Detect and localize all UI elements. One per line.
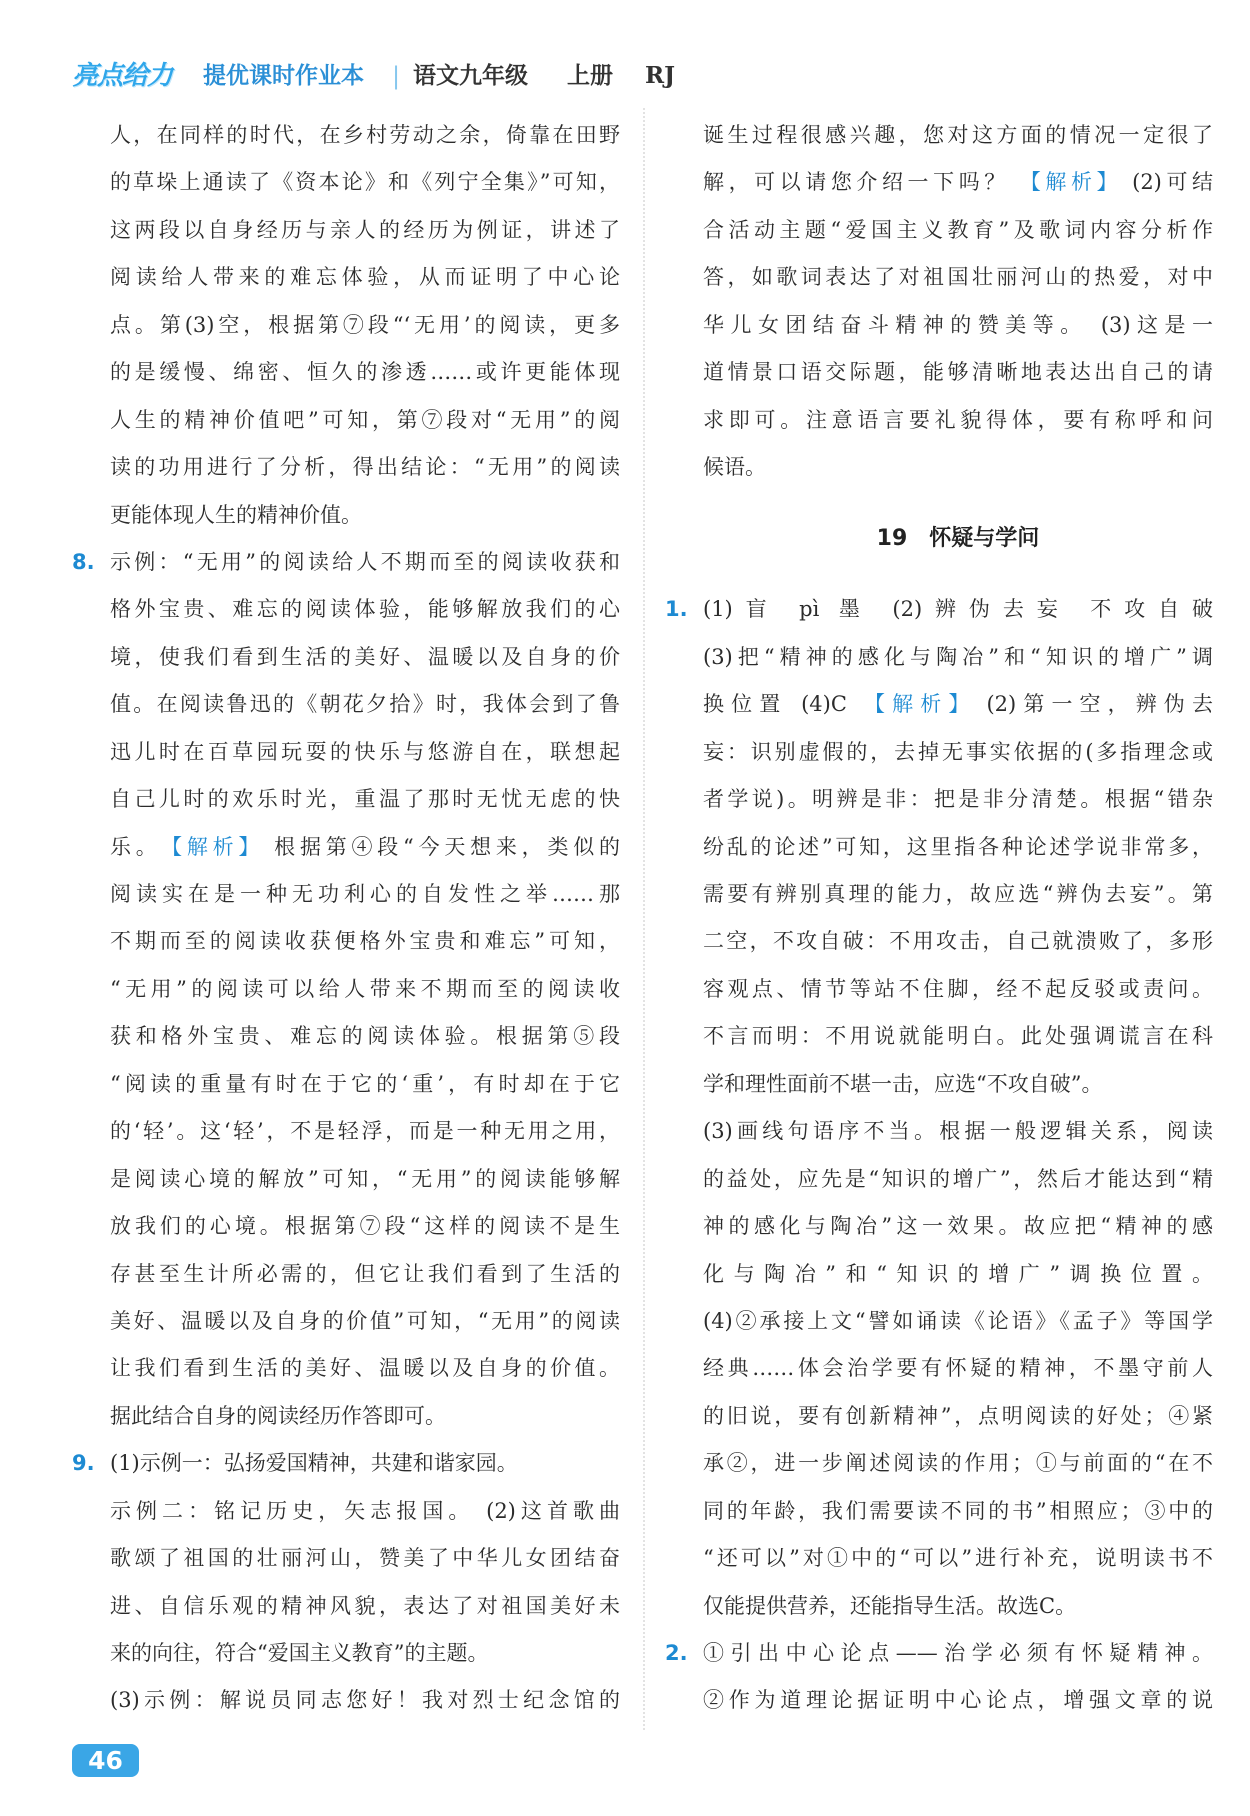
text-line bbox=[703, 159, 1213, 206]
text-line bbox=[703, 1345, 1213, 1392]
text-line bbox=[703, 681, 1213, 728]
left-column bbox=[72, 112, 620, 1725]
text-line bbox=[110, 254, 620, 301]
text-segment: 来的向往，符合“爱国主义教育”的主题。 bbox=[110, 1641, 489, 1665]
text-segment: (2)可结 bbox=[1132, 170, 1214, 195]
text-segment: 根据第④段“今天想来，类似的 bbox=[274, 834, 620, 859]
text-line bbox=[703, 776, 1213, 823]
edition-label: RJ bbox=[645, 62, 675, 89]
left-column-lines bbox=[72, 112, 620, 1725]
text-line bbox=[703, 1298, 1213, 1345]
text-segment: 值。在阅读鲁迅的《朝花夕拾》时，我体会到了鲁 bbox=[110, 692, 620, 717]
text-line bbox=[703, 444, 1213, 491]
analysis-tag: 【解析】 bbox=[856, 692, 977, 717]
subject-grade: 语文九年级 bbox=[413, 63, 528, 89]
text-line bbox=[110, 586, 620, 633]
text-segment: ②作为道理论据证明中心论点，增强文章的说 bbox=[703, 1688, 1213, 1713]
text-segment: 需要有辨别真理的能力，故应选“辨伪去妄”。第 bbox=[703, 882, 1213, 907]
text-segment: 是阅读心境的解放”可知，“无用”的阅读能够解 bbox=[110, 1166, 620, 1191]
text-segment: 示例二：铭记历史，矢志报国。 (2)这首歌曲 bbox=[110, 1498, 620, 1523]
text-line bbox=[703, 729, 1213, 776]
analysis-tag: 【解析】 bbox=[1019, 170, 1123, 195]
text-segment: 诞生过程很感兴趣，您对这方面的情况一定很了 bbox=[703, 123, 1213, 147]
text-segment: 的草垛上通读了《资本论》和《列宁全集》”可知， bbox=[110, 170, 620, 195]
question-number: 2. bbox=[665, 1641, 688, 1666]
header-separator: | bbox=[392, 62, 401, 90]
right-column-lines-bottom bbox=[665, 586, 1213, 1725]
text-segment: 求即可。注意语言要礼貌得体，要有称呼和问 bbox=[703, 407, 1213, 432]
question-number: 8. bbox=[72, 549, 95, 574]
text-segment: 候语。 bbox=[703, 455, 766, 480]
question-number: 9. bbox=[72, 1451, 95, 1476]
text-segment: 者学说)。明辨是非：把是非分清楚。根据“错杂 bbox=[703, 787, 1213, 812]
right-column-lines-top bbox=[703, 112, 1213, 492]
text-segment: 点。第(3)空，根据第⑦段“‘无用’的阅读，更多 bbox=[110, 312, 620, 337]
text-segment: 解，可以请您介绍一下吗？ bbox=[703, 170, 1010, 195]
text-segment: 华儿女团结奋斗精神的赞美等。 (3)这是一 bbox=[703, 312, 1213, 337]
text-line bbox=[110, 492, 620, 539]
text-line bbox=[703, 1535, 1213, 1582]
text-line bbox=[110, 1013, 620, 1060]
text-line bbox=[703, 207, 1213, 254]
text-line bbox=[703, 302, 1213, 349]
text-segment: 学和理性面前不堪一击，应选“不攻自破”。 bbox=[703, 1071, 1103, 1096]
text-segment: (3)把“精神的感化与陶冶”和“知识的增广”调 bbox=[703, 644, 1213, 669]
text-line bbox=[110, 1583, 620, 1630]
text-line bbox=[703, 1677, 1213, 1724]
text-line bbox=[703, 1393, 1213, 1440]
text-line bbox=[110, 1108, 620, 1155]
text-segment: 这两段以自身经历与亲人的经历为例证，讲述了 bbox=[110, 217, 620, 242]
text-line bbox=[110, 1677, 620, 1724]
text-segment: 二空，不攻自破：不用攻击，自己就溃败了，多形 bbox=[703, 929, 1213, 954]
text-line bbox=[72, 539, 620, 586]
text-segment: (1)示例一：弘扬爱国精神，共建和谐家园。 bbox=[110, 1451, 518, 1476]
text-line bbox=[703, 1488, 1213, 1535]
text-segment: 道情景口语交际题，能够清晰地表达出自己的请 bbox=[703, 360, 1213, 385]
text-segment: 不言而明：不用说就能明白。此处强调谎言在科 bbox=[703, 1024, 1213, 1049]
text-segment: 的‘轻’。这‘轻’，不是轻浮，而是一种无用之用， bbox=[110, 1119, 620, 1144]
series-title: 提优课时作业本 bbox=[203, 63, 364, 89]
text-segment: (2)第一空，辨伪去 bbox=[986, 692, 1213, 717]
volume-label: 上册 bbox=[567, 63, 613, 89]
text-segment: 仅能提供营养，还能指导生活。故选C。 bbox=[703, 1593, 1077, 1618]
text-segment: 存甚至生计所必需的，但它让我们看到了生活的 bbox=[110, 1261, 620, 1286]
text-line bbox=[110, 444, 620, 491]
text-segment: 的旧说，要有创新精神”，点明阅读的好处；④紧 bbox=[703, 1403, 1213, 1428]
text-segment: 人生的精神价值吧”可知，第⑦段对“无用”的阅 bbox=[110, 407, 620, 432]
text-line bbox=[665, 1630, 1213, 1677]
text-line bbox=[110, 1156, 620, 1203]
text-line bbox=[703, 1583, 1213, 1630]
text-segment: “阅读的重量有时在于它的‘重’，有时却在于它 bbox=[110, 1071, 620, 1096]
text-segment: 换位置 (4)C bbox=[703, 692, 847, 717]
text-segment: 歌颂了祖国的壮丽河山，赞美了中华儿女团结奋 bbox=[110, 1546, 620, 1571]
text-line bbox=[110, 1203, 620, 1250]
text-line bbox=[703, 1440, 1213, 1487]
text-line bbox=[665, 586, 1213, 633]
text-segment: “还可以”对①中的“可以”进行补充，说明读书不 bbox=[703, 1546, 1213, 1571]
text-segment: 让我们看到生活的美好、温暖以及自身的价值。 bbox=[110, 1356, 620, 1381]
text-line bbox=[110, 1061, 620, 1108]
text-segment: 答，如歌词表达了对祖国壮丽河山的热爱，对中 bbox=[703, 265, 1213, 290]
text-line bbox=[110, 1488, 620, 1535]
text-line bbox=[110, 871, 620, 918]
text-segment: 合活动主题“爱国主义教育”及歌词内容分析作 bbox=[703, 217, 1213, 242]
text-segment: 妄：识别虚假的，去掉无事实依据的(多指理念或 bbox=[703, 739, 1213, 764]
text-line bbox=[703, 918, 1213, 965]
text-line bbox=[703, 966, 1213, 1013]
text-line bbox=[703, 634, 1213, 681]
text-line bbox=[110, 302, 620, 349]
text-line bbox=[110, 159, 620, 206]
text-line bbox=[703, 1251, 1213, 1298]
text-segment: 获和格外宝贵、难忘的阅读体验。根据第⑤段 bbox=[110, 1024, 620, 1049]
text-segment: 的益处，应先是“知识的增广”，然后才能达到“精 bbox=[703, 1166, 1213, 1191]
text-line bbox=[110, 966, 620, 1013]
text-segment: ①引出中心论点——治学必须有怀疑精神。 bbox=[703, 1641, 1213, 1666]
text-segment: 境，使我们看到生活的美好、温暖以及自身的价 bbox=[110, 644, 620, 669]
text-line bbox=[110, 634, 620, 681]
text-line bbox=[110, 918, 620, 965]
text-segment: 迅儿时在百草园玩耍的快乐与悠游自在，联想起 bbox=[110, 739, 620, 764]
text-line bbox=[703, 1203, 1213, 1250]
section-title bbox=[703, 492, 1213, 587]
text-segment: 进、自信乐观的精神风貌，表达了对祖国美好未 bbox=[110, 1593, 620, 1618]
text-segment: 经典……体会治学要有怀疑的精神，不墨守前人 bbox=[703, 1356, 1213, 1381]
section-number: 19 bbox=[876, 525, 908, 551]
text-segment: 同的年龄，我们需要读不同的书”相照应；③中的 bbox=[703, 1498, 1213, 1523]
text-line bbox=[703, 1108, 1213, 1155]
right-column bbox=[665, 112, 1214, 1725]
text-line bbox=[703, 397, 1213, 444]
text-segment: 乐。 bbox=[110, 834, 162, 859]
text-segment: (3)画线句语序不当。根据一般逻辑关系，阅读 bbox=[703, 1119, 1213, 1144]
text-line bbox=[110, 776, 620, 823]
brand-logo: 亮点给力 bbox=[72, 61, 173, 91]
text-segment: 据此结合自身的阅读经历作答即可。 bbox=[110, 1403, 446, 1428]
text-line bbox=[110, 1298, 620, 1345]
text-line bbox=[110, 1345, 620, 1392]
text-segment: “无用”的阅读可以给人带来不期而至的阅读收 bbox=[110, 976, 620, 1001]
text-line bbox=[110, 349, 620, 396]
text-line bbox=[703, 254, 1213, 301]
text-segment: 化与陶冶”和“知识的增广”调换位置。 bbox=[703, 1261, 1213, 1286]
text-line bbox=[703, 112, 1213, 159]
text-segment: (3)示例：解说员同志您好！我对烈士纪念馆的 bbox=[110, 1688, 620, 1713]
text-line bbox=[110, 112, 620, 159]
text-line bbox=[703, 824, 1213, 871]
text-line bbox=[72, 1440, 620, 1487]
text-line bbox=[703, 349, 1213, 396]
text-segment: (1)盲 pì 墨 (2)辨伪去妄 不攻自破 bbox=[703, 597, 1213, 622]
text-segment: 人，在同样的时代，在乡村劳动之余，倚靠在田野 bbox=[110, 123, 620, 147]
text-line bbox=[110, 1630, 620, 1677]
analysis-tag: 【解析】 bbox=[171, 834, 265, 859]
text-segment: 示例：“无用”的阅读给人不期而至的阅读收获和 bbox=[110, 549, 620, 574]
section-name: 怀疑与学问 bbox=[929, 525, 1040, 551]
text-segment: 容观点、情节等站不住脚，经不起反驳或责问。 bbox=[703, 976, 1213, 1001]
text-line bbox=[703, 1156, 1213, 1203]
text-segment: 放我们的心境。根据第⑦段“这样的阅读不是生 bbox=[110, 1214, 620, 1239]
text-segment: 读的功用进行了分析，得出结论：“无用”的阅读 bbox=[110, 455, 620, 480]
text-segment: 更能体现人生的精神价值。 bbox=[110, 502, 362, 527]
column-divider bbox=[643, 108, 645, 1730]
text-line bbox=[110, 1251, 620, 1298]
text-segment: 的是缓慢、绵密、恒久的渗透……或许更能体现 bbox=[110, 360, 620, 385]
text-segment: 美好、温暖以及自身的价值”可知，“无用”的阅读 bbox=[110, 1308, 620, 1333]
text-segment: 承②，进一步阐述阅读的作用；①与前面的“在不 bbox=[703, 1451, 1213, 1476]
text-segment: 纷乱的论述”可知，这里指各种论述学说非常多， bbox=[703, 834, 1213, 859]
text-line bbox=[703, 1013, 1213, 1060]
text-segment: 神的感化与陶冶”这一效果。故应把“精神的感 bbox=[703, 1214, 1213, 1239]
question-number: 1. bbox=[665, 597, 688, 622]
text-line bbox=[110, 1535, 620, 1582]
text-line bbox=[110, 397, 620, 444]
text-line bbox=[110, 1393, 620, 1440]
text-segment: (4)②承接上文“譬如诵读《论语》《孟子》等国学 bbox=[703, 1308, 1213, 1333]
text-segment: 格外宝贵、难忘的阅读体验，能够解放我们的心 bbox=[110, 597, 620, 622]
text-line bbox=[110, 729, 620, 776]
text-line bbox=[703, 1061, 1213, 1108]
text-segment: 自己儿时的欢乐时光，重温了那时无忧无虑的快 bbox=[110, 787, 620, 812]
text-segment: 不期而至的阅读收获便格外宝贵和难忘”可知， bbox=[110, 929, 620, 954]
text-line bbox=[110, 681, 620, 728]
text-line bbox=[110, 824, 620, 871]
page-number: 46 bbox=[72, 1744, 139, 1777]
text-line bbox=[110, 207, 620, 254]
text-segment: 阅读实在是一种无功利心的自发性之举……那 bbox=[110, 882, 620, 906]
text-line bbox=[703, 871, 1213, 918]
text-segment: 阅读给人带来的难忘体验，从而证明了中心论 bbox=[110, 265, 620, 290]
